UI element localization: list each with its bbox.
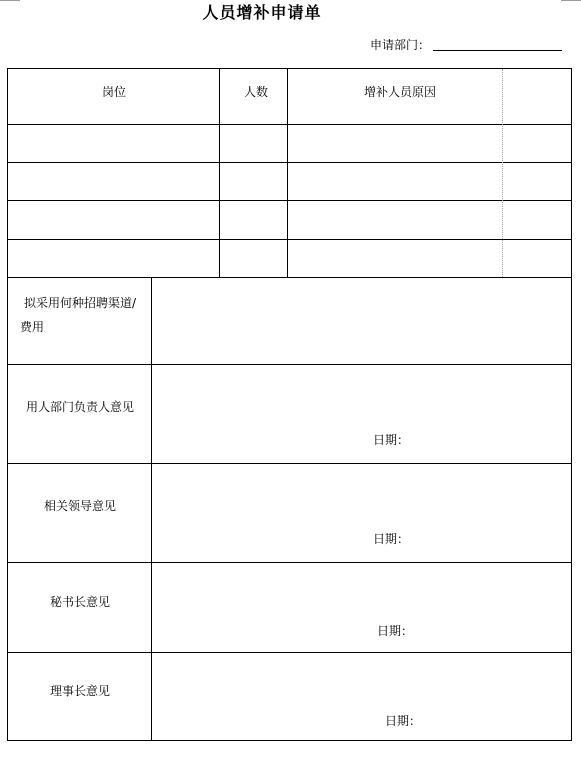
cell-count-2[interactable] [220, 163, 287, 200]
cell-position-3[interactable] [8, 201, 219, 239]
secretary-input[interactable] [152, 563, 571, 652]
requisition-form [7, 68, 572, 741]
cell-position-1[interactable] [8, 125, 219, 162]
header-reason: 增补人员原因 [364, 85, 437, 99]
cell-reason-1[interactable] [288, 125, 502, 162]
corner-mark-right [561, 0, 581, 1]
channel-input[interactable] [152, 278, 571, 364]
channel-label-line1: 拟采用何种招聘渠道/ [23, 296, 137, 310]
cell-position-4[interactable] [8, 240, 219, 277]
table-row [8, 125, 571, 162]
table-row [8, 240, 571, 277]
chairman-label: 理事长意见 [49, 684, 110, 698]
chairman-input[interactable] [152, 653, 571, 740]
dept-head-label: 用人部门负责人意见 [25, 400, 134, 414]
form-title: 人员增补申请单 [202, 3, 322, 22]
leader-label: 相关领导意见 [43, 499, 116, 513]
dept-head-date-label: 日期： [373, 433, 410, 447]
cell-count-1[interactable] [220, 125, 287, 162]
cell-count-4[interactable] [220, 240, 287, 277]
channel-label-line2: 费用 [20, 320, 45, 334]
header-count: 人数 [244, 85, 269, 99]
channel-label [12, 291, 148, 339]
header-position: 岗位 [102, 85, 127, 99]
chairman-date-label: 日期： [385, 714, 422, 728]
cell-reason-3[interactable] [288, 201, 502, 239]
leader-date-label: 日期： [373, 532, 410, 546]
cell-count-3[interactable] [220, 201, 287, 239]
department-label: 申请部门： [370, 38, 431, 52]
cell-reason-4[interactable] [288, 240, 502, 277]
secretary-label: 秘书长意见 [49, 595, 110, 609]
table-row [8, 201, 571, 239]
secretary-date-label: 日期： [377, 624, 414, 638]
dept-head-input[interactable] [152, 365, 571, 463]
cell-reason-2[interactable] [288, 163, 502, 200]
department-field[interactable] [433, 50, 562, 51]
table-row [8, 163, 571, 200]
leader-input[interactable] [152, 464, 571, 562]
cell-position-2[interactable] [8, 163, 219, 200]
